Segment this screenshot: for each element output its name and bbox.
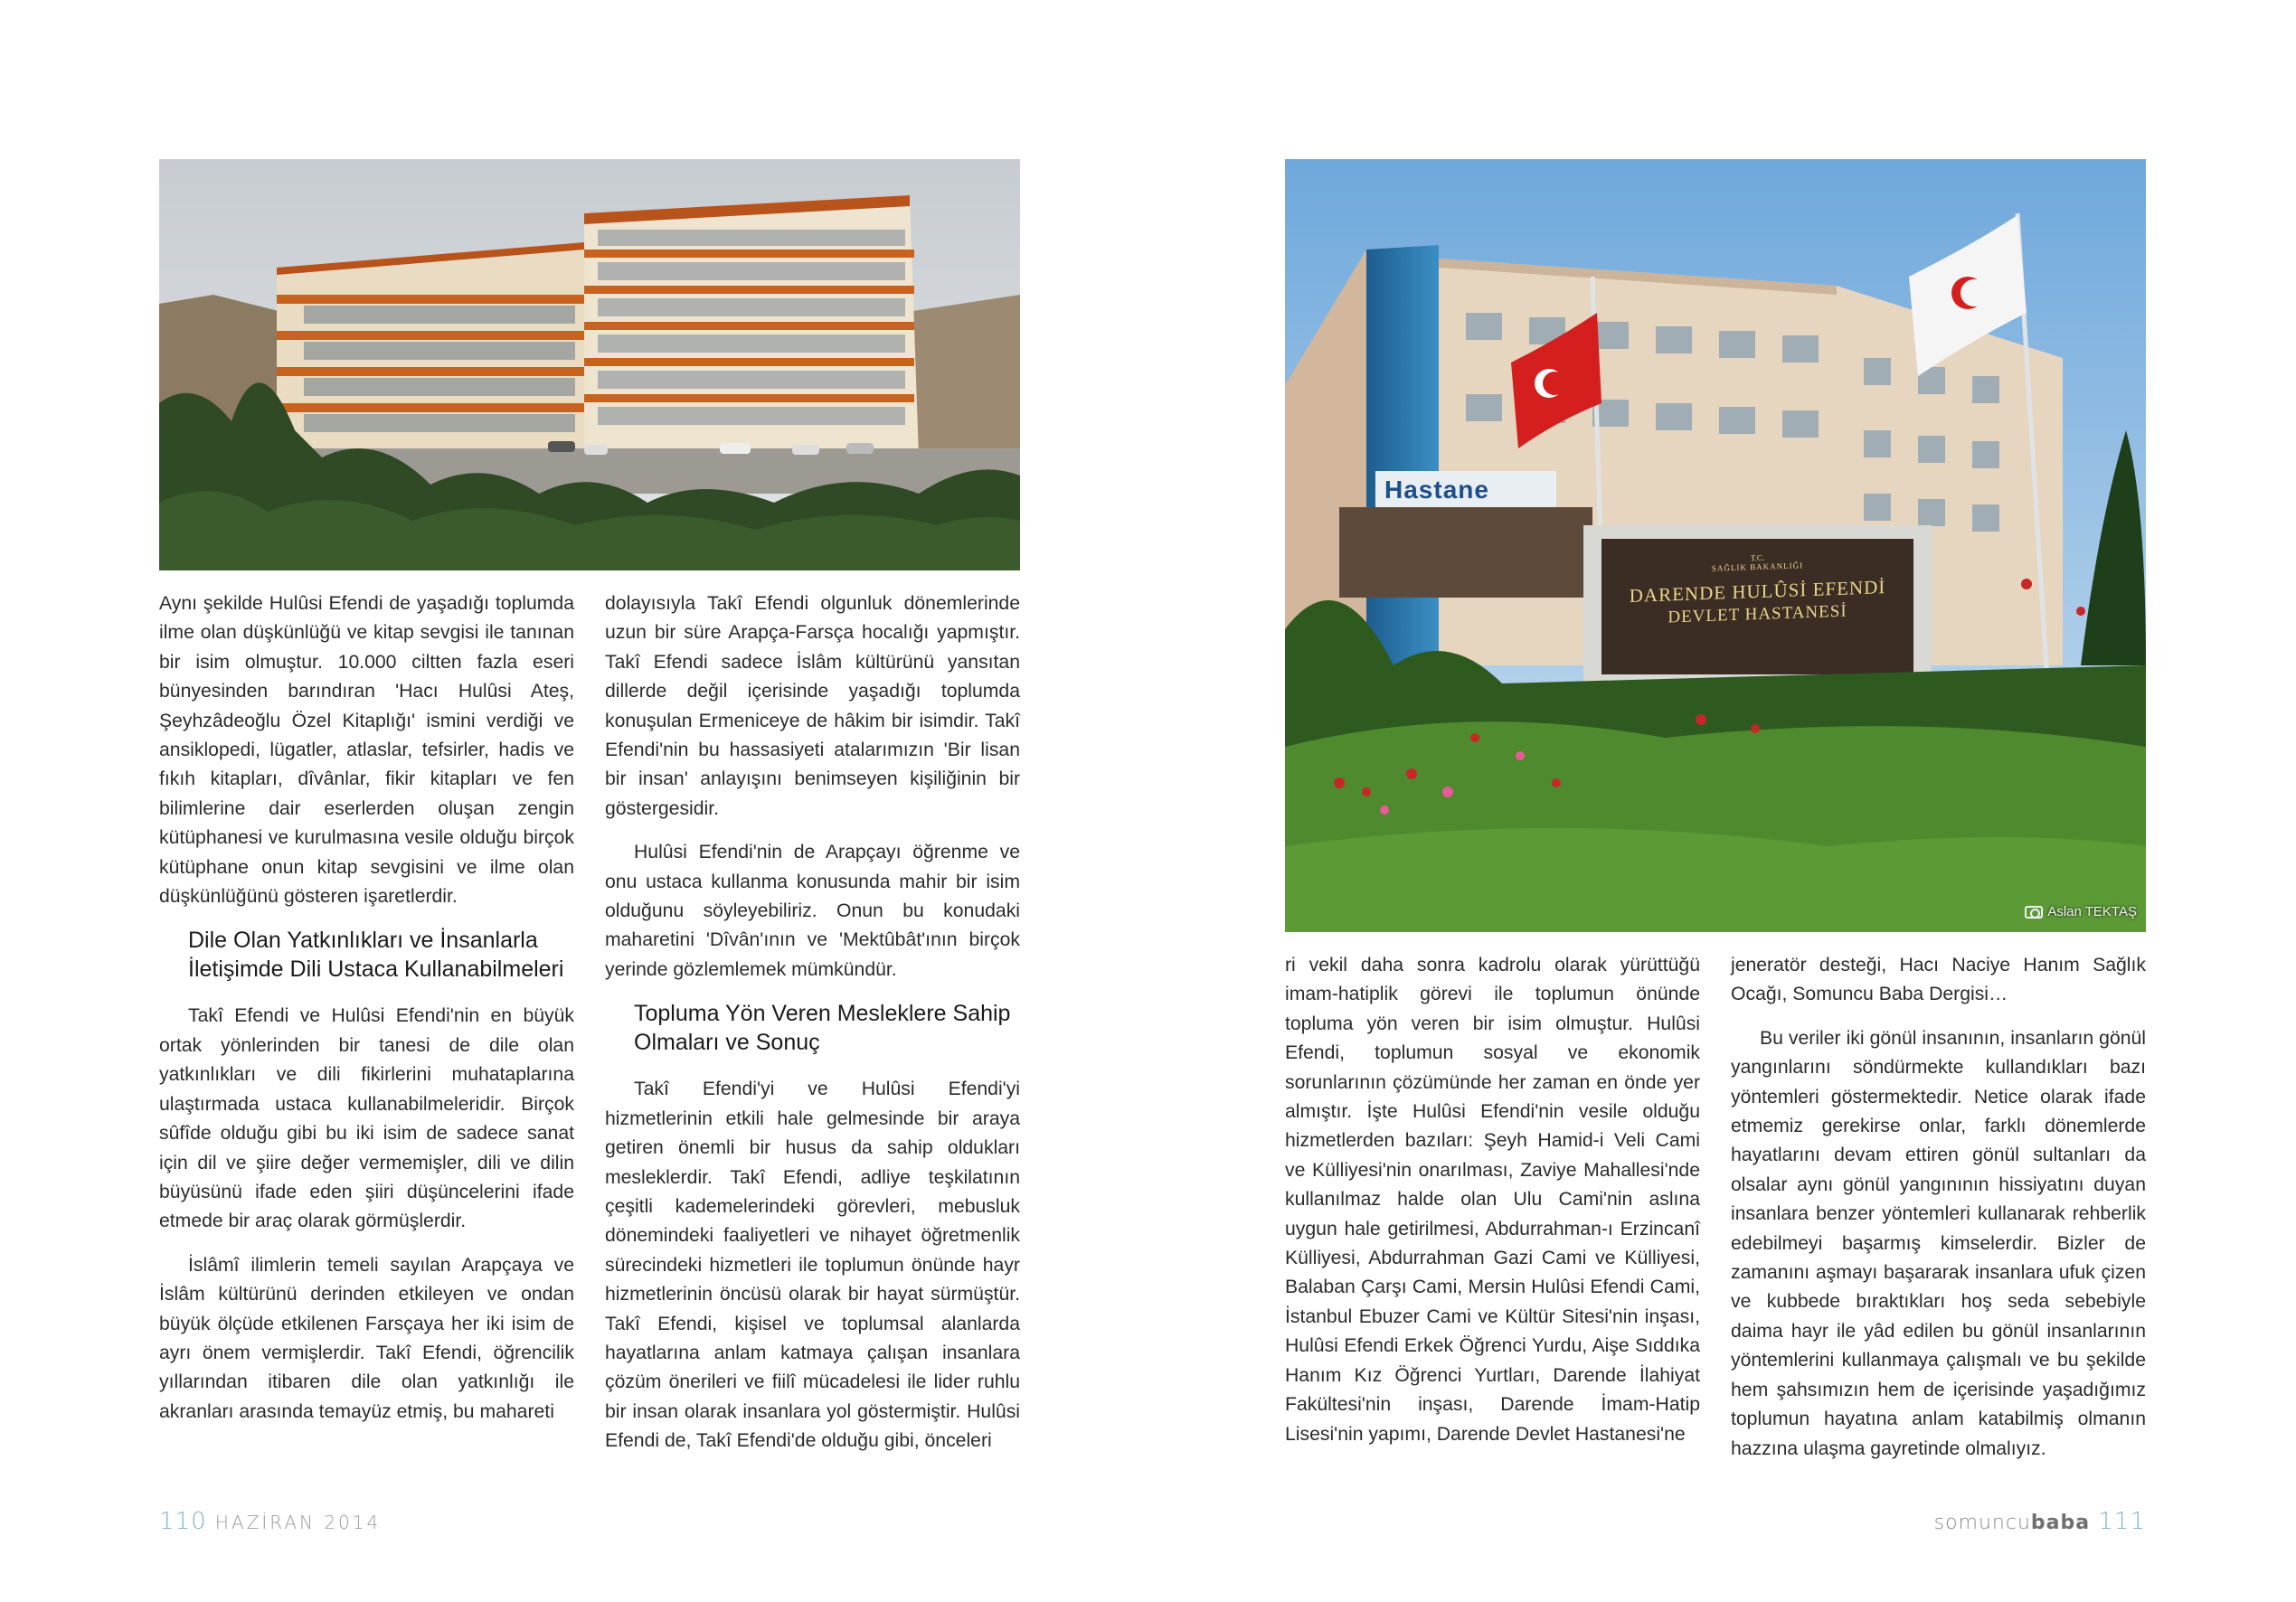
hospital-sign-text: T.C. SAĞLIK BAKANLIĞI DARENDE HULÛSİ EFENDİ DEVLET HASTANESİ — [1629, 552, 1886, 627]
school-building-photo — [159, 159, 1020, 570]
left-column-1 — [159, 589, 574, 1441]
paragraph: İslâmî ilimlerin temeli sayılan Arapçaya ve İslâm kültürünü derinden etkileyen ve ondan büyük ölçüde etkilenen Farsçaya her iki isim de ayrı önem vermişlerdir. Takî Efendi, öğrencilik yıllarından itibaren dile olan yatkınlığı ile akranları arasında temayüz etmiş, bu mahareti — [159, 1254, 574, 1422]
paragraph: Takî Efendi ve Hulûsi Efendi'nin en büyük ortak yönlerinden bir tanesi de dile olan yatkınlıkları ve dili fikirlerini muhataplarına ulaştırmada ustaca kullanabilmeleridir. Birçok sûfîde olduğu gibi bu iki isim de sadece sanat için dil ve şiire değer vermemişler, dili ve dilin büyüsünü ifade eden şiiri düşüncelerini ifade etmede bir araç olarak görmüşlerdir. — [159, 1005, 574, 1232]
paragraph: jeneratör desteği, Hacı Naciye Hanım Sağlık Ocağı, Somuncu Baba Dergisi… — [1731, 955, 2146, 1005]
photo-credit: Aslan TEKTAŞ — [2025, 904, 2137, 919]
right-column-2 — [1731, 951, 2146, 1478]
paragraph: Aynı şekilde Hulûsi Efendi de yaşadığı toplumda ilme olan düşkünlüğü ve kitap sevgisi ile tanınan bir isim olmuştur. 10.000 ciltten fazla eseri bünyesinden barındıran 'Hacı Hulûsi Ateş, Şeyhzâdeoğlu Özel Kitaplığı' ismini verdiği ve ansiklopedi, lügatler, atlaslar, tefsirler, hadis ve fıkıh kitapları, dîvânlar, fikir kitapları ve fen bilimlerine dair eserlerden oluşan zengin kütüphanesi ve kurulmasına vesile olduğu birçok kütüphane onun kitap sevgisini ve ilme olan düşkünlüğünü gösteren işaretlerdir. — [159, 593, 574, 908]
issue-date: HAZİRAN 2014 — [214, 1512, 382, 1533]
page-number: 111 — [2098, 1508, 2146, 1535]
section-heading: Dile Olan Yatkınlıkları ve İnsanlarla İletişimde Dili Ustaca Kullanabilmeleri — [188, 928, 564, 983]
magazine-brand: somuncubaba — [1933, 1512, 2091, 1534]
page-folio-left — [159, 1508, 381, 1535]
paragraph: Takî Efendi'yi ve Hulûsi Efendi'yi hizmetlerinin etkili hale gelmesinde bir araya getiren önemli bir husus da sahip oldukları mesleklerdir. Takî Efendi, adliye teşkilatının çeşitli kademelerindeki görevleri, mebusluk dönemindeki faaliyetleri ve nihayet öğretmenlik sürecindeki hizmetleri ile toplumun önünde hayr hizmetlerinin öncüsü olarak bir hayat sürmüştür. Takî Efendi, kişisel ve toplumsal alanlarda hayatlarına anlam katmaya çalışan insanlara çözüm önerileri ve fiilî mücadelesi ile lider ruhlu bir insan olarak insanlara yol göstermiştir. Hulûsi Efendi de, Takî Efendi'de olduğu gibi, önceleri — [605, 1079, 1020, 1452]
paragraph: dolayısıyla Takî Efendi olgunluk dönemlerinde uzun bir süre Arapça-Farsça hocalığı yapmıştır. Takî Efendi sadece İslâm kültürünü yansıtan dillerde değil içerisinde yaşadığı toplumda konuşulan Ermeniceye de hâkim bir isimdir. Takî Efendi'nin bu hassasiyeti atalarımızın 'Bir lisan bir insan' anlayışını benimseyen kişiliğinin bir göstergesidir. — [605, 593, 1020, 819]
page-number: 110 — [159, 1508, 207, 1535]
paragraph: Hulûsi Efendi'nin de Arapçayı öğrenme ve onu ustaca kullanma konusunda mahir bir isim olduğunu söyleyebiliriz. Onun bu konudaki maharetini 'Dîvân'ının ve 'Mektûbât'ının birçok yerinde gözlemlemek mümkündür. — [605, 842, 1020, 980]
section-heading: Topluma Yön Veren Mesleklere Sahip Olmaları ve Sonuç — [634, 1001, 1011, 1056]
right-column-1 — [1285, 951, 1700, 1464]
camera-icon — [2025, 906, 2043, 919]
right-page — [1148, 0, 2296, 1602]
left-column-2 — [605, 589, 1020, 1471]
page-folio-right — [1934, 1508, 2146, 1535]
building-sign: Hastane — [1384, 476, 1489, 504]
hospital-photo — [1285, 159, 2146, 932]
paragraph: Bu veriler iki gönül insanının, insanların gönül yangınlarını söndürmekte kullandıkları bazı yöntemleri göstermektedir. Netice olarak ifade etmemiz gerekirse onlar, farklı dönemlerde hayatlarını devam ettiren gönül sultanları da olsalar aynı gönül yangınının hissiyatını duyan insanlara benzer yöntemleri kullanarak rehberlik edebilmeyi başarmış kimselerdir. Bizler de zamanını aşmayı başararak insanlara ufuk çizen ve kubbede bıraktıkları hoş seda sebebiyle daima hayr ile yâd edilen bu gönül insanlarının yöntemlerini kullanmaya çalışmalı ve bu şekilde hem şahsımızın hem de içerisinde yaşadığımız toplumun hayatına anlam katabilmiş olmanın hazzına ulaşma gayretinde olmalıyız. — [1731, 1027, 2146, 1459]
paragraph: ri vekil daha sonra kadrolu olarak yürüttüğü imam-hatiplik görevi ile toplumun önünde topluma yön veren bir isim olmuştur. Hulûsi Efendi, toplumun sosyal ve ekonomik sorunlarının çözümünde her zaman en önde yer almıştır. İşte Hulûsi Efendi'nin vesile olduğu hizmetlerden bazıları: Şeyh Hamid-i Veli Cami ve Külliyesi'nin onarılması, Zaviye Mahallesi'nde kullanılmaz halde olan Ulu Cami'nin aslına uygun hale getirilmesi, Abdurrahman-ı Erzincanî Külliyesi, Abdurrahman Gazi Cami ve Külliyesi, Balaban Çarşı Cami, Mersin Hulûsi Efendi Cami, İstanbul Ebuzer Cami ve Kültür Sitesi'nin inşası, Hulûsi Efendi Erkek Öğrenci Yurdu, Aişe Sıddıka Hanım Kız Öğrenci Yurtları, Darende İlahiyat Fakültesi'nin inşası, Darende İmam-Hatip Lisesi'nin yapımı, Darende Devlet Hastanesi'ne — [1285, 955, 1700, 1445]
